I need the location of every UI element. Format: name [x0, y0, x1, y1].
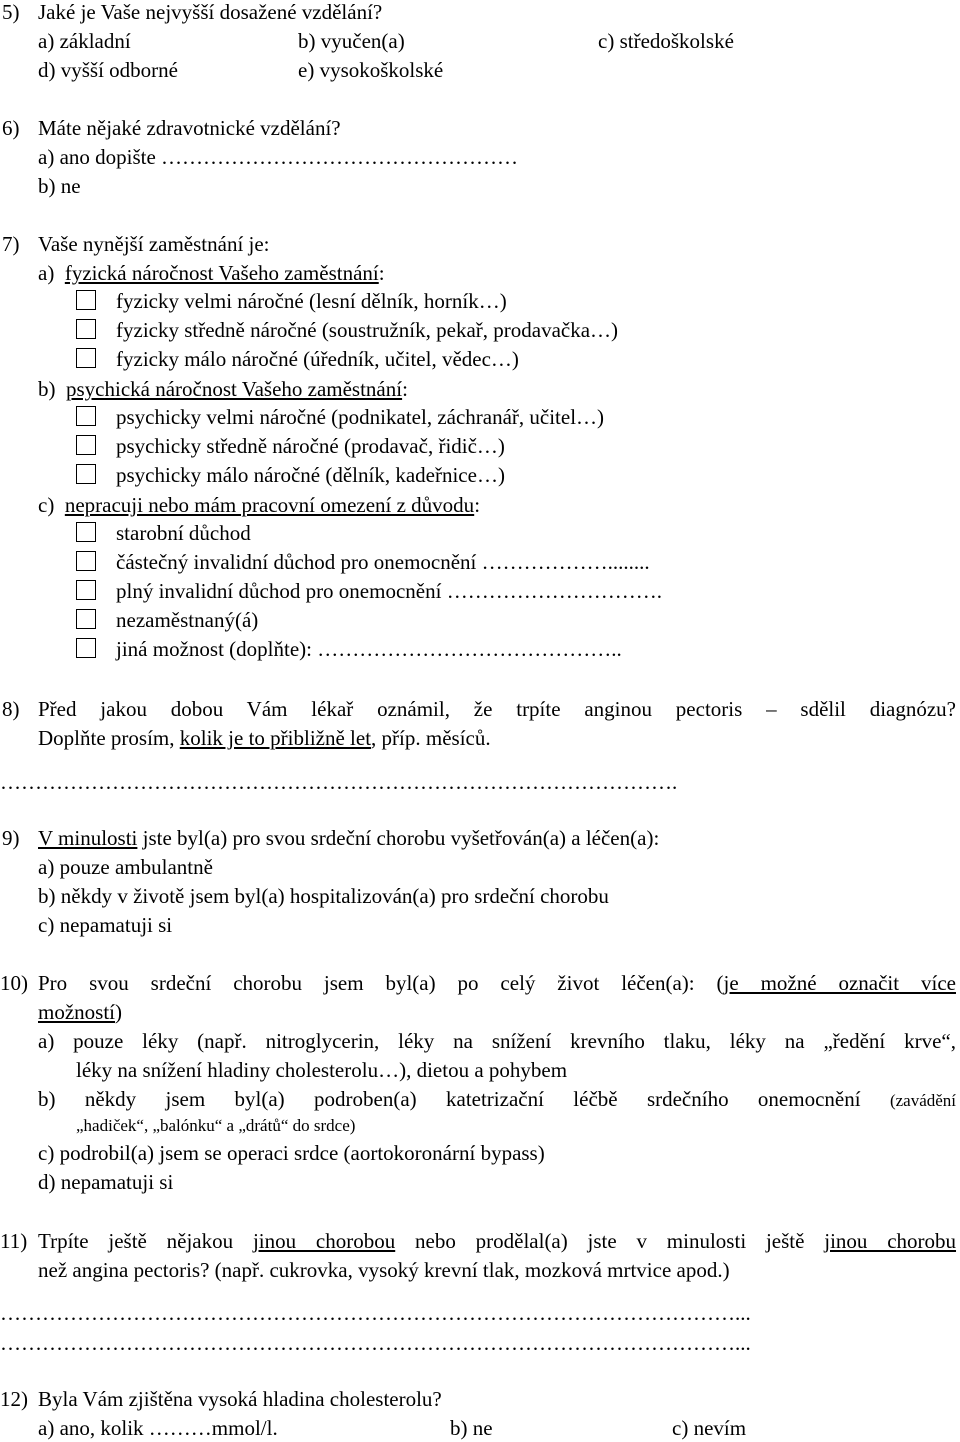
q8-line-2-pre: Doplňte prosím, — [38, 726, 180, 750]
q10-line-2 — [38, 1000, 122, 1024]
q10-option-b-small: (zavádění — [889, 1091, 957, 1110]
checkbox-physical-low[interactable] — [76, 348, 96, 368]
q7-a-label: a) — [38, 261, 55, 285]
checkbox-other[interactable] — [76, 638, 96, 658]
q8-line-2 — [38, 726, 491, 750]
q10-line-2-post: ) — [115, 1000, 122, 1024]
q9-text — [38, 826, 659, 850]
q5-text: Jaké je Vaše nejvyšší dosažené vzdělání? — [38, 0, 383, 24]
q7-a-option-1: fyzicky velmi náročné (lesní dělník, horník…) — [116, 289, 507, 313]
q5-option-b: b) vyučen(a) — [298, 29, 405, 53]
q7-a-option-2: fyzicky středně náročné (soustružník, pekař, prodavačka…) — [116, 318, 619, 342]
q7-c-option-2: částečný invalidní důchod pro onemocnění ………………........ — [116, 550, 650, 574]
q6-text: Máte nějaké zdravotnické vzdělání? — [38, 116, 341, 140]
q7-text: Vaše nynější zaměstnání je: — [38, 232, 270, 256]
q5-option-d: d) vyšší odborné — [38, 58, 178, 82]
q7-b-option-1: psychicky velmi náročné (podnikatel, záchranář, učitel…) — [116, 405, 605, 429]
q10-option-d: d) nepamatuji si — [38, 1170, 174, 1194]
q7-b-option-3: psychicky málo náročné (dělník, kadeřnice…) — [116, 463, 505, 487]
q7-b-option-2: psychicky středně náročné (prodavač, řidič…) — [116, 434, 505, 458]
q8-line-1: Před jakou dobou Vám lékař oznámil, že trpíte anginou pectoris – sdělil diagnózu? — [38, 697, 956, 721]
checkbox-psych-low[interactable] — [76, 464, 96, 484]
q6-option-a: a) ano dopište …………………………………………… — [38, 145, 519, 169]
q7-c-option-3: plný invalidní důchod pro onemocnění …………………………. — [116, 579, 662, 603]
q11-underlined-2: jinou chorobu — [824, 1229, 957, 1253]
q10-option-b-line-2: „hadiček“, „balónku“ a „drátů“ do srdce) — [76, 1116, 356, 1135]
q10-option-c: c) podrobil(a) jsem se operaci srdce (aortokoronární bypass) — [38, 1141, 545, 1165]
q11-number: 11) — [0, 1229, 28, 1253]
q12-option-a: a) ano, kolik ………mmol/l. — [38, 1416, 278, 1440]
q5-option-e: e) vysokoškolské — [298, 58, 444, 82]
q10-option-a-line-2: léky na snížení hladiny cholesterolu…), dietou a pohybem — [76, 1058, 568, 1082]
q10-line-2-underlined: možností — [38, 1000, 115, 1024]
q12-number: 12) — [0, 1387, 28, 1411]
q7-number: 7) — [2, 232, 20, 256]
q7-a-heading: fyzická náročnost Vašeho zaměstnání — [64, 261, 379, 285]
q10-option-b-line-1 — [38, 1087, 956, 1113]
q6-number: 6) — [2, 116, 20, 140]
q9-option-b: b) někdy v životě jsem byl(a) hospitalizován(a) pro srdeční chorobu — [38, 884, 609, 908]
checkbox-psych-medium[interactable] — [76, 435, 96, 455]
checkbox-physical-very[interactable] — [76, 290, 96, 310]
q11-line-2: než angina pectoris? (např. cukrovka, vysoký krevní tlak, mozková mrtvice apod.) — [38, 1258, 730, 1282]
q7-section-b — [38, 377, 408, 401]
checkbox-unemployed[interactable] — [76, 609, 96, 629]
q11-answer-dots-1[interactable]: ……………………………………………………………………………………………... — [0, 1301, 751, 1325]
q7-b-heading: psychická náročnost Vašeho zaměstnání — [66, 377, 403, 401]
q11-underlined-1: jinou chorobou — [252, 1229, 396, 1253]
q8-line-2-underlined: kolik je to přibližně let — [179, 726, 372, 750]
q8-answer-dots[interactable]: ……………………………………………………………………………………. — [0, 770, 678, 794]
q9-number: 9) — [2, 826, 20, 850]
q7-c-label: c) — [38, 493, 55, 517]
q8-line-2-post: , příp. měsíců. — [371, 726, 491, 750]
q9-option-a: a) pouze ambulantně — [38, 855, 213, 879]
q9-option-c: c) nepamatuji si — [38, 913, 173, 937]
checkbox-physical-medium[interactable] — [76, 319, 96, 339]
q7-b-colon: : — [402, 377, 408, 401]
q10-line-1-pre: Pro svou srdeční chorobu jsem byl(a) po celý život léčen(a): ( — [38, 971, 724, 995]
q7-b-label: b) — [38, 377, 56, 401]
checkbox-partial-disability[interactable] — [76, 551, 96, 571]
q7-a-option-3: fyzicky málo náročné (úředník, učitel, vědec…) — [116, 347, 519, 371]
checkbox-full-disability[interactable] — [76, 580, 96, 600]
q7-section-c — [38, 493, 480, 517]
q10-option-a-line-1: a) pouze léky (např. nitroglycerin, léky na snížení krevního tlaku, léky na „ředění krve“, — [38, 1029, 956, 1053]
checkbox-retirement[interactable] — [76, 522, 96, 542]
q7-section-a — [38, 261, 385, 285]
q7-c-colon: : — [474, 493, 481, 517]
q9-underlined: V minulosti — [38, 826, 138, 850]
q10-line-1-underlined: je možné označit více — [723, 971, 956, 995]
q7-c-heading: nepracuji nebo mám pracovní omezení z důvodu — [64, 493, 475, 517]
q7-c-option-5: jiná možnost (doplňte): …………………………………….. — [116, 637, 622, 661]
q11-line-1 — [38, 1229, 956, 1253]
q11-answer-dots-2[interactable]: ……………………………………………………………………………………………... — [0, 1331, 751, 1355]
q10-number: 10) — [0, 971, 28, 995]
q6-option-b: b) ne — [38, 174, 81, 198]
q12-option-b: b) ne — [450, 1416, 493, 1440]
q12-option-c: c) nevím — [672, 1416, 747, 1440]
q11-line-1-mid: nebo prodělal(a) jste v minulosti ještě — [395, 1229, 825, 1253]
checkbox-psych-very[interactable] — [76, 406, 96, 426]
q7-a-colon: : — [378, 261, 385, 285]
q5-option-a: a) základní — [38, 29, 131, 53]
q11-line-1-pre: Trpíte ještě nějakou — [38, 1229, 253, 1253]
q8-number: 8) — [2, 697, 20, 721]
q12-text: Byla Vám zjištěna vysoká hladina cholesterolu? — [38, 1387, 442, 1411]
q7-c-option-4: nezaměstnaný(á) — [116, 608, 259, 632]
q7-c-option-1: starobní důchod — [116, 521, 251, 545]
q5-number: 5) — [2, 0, 20, 24]
q9-rest: jste byl(a) pro svou srdeční chorobu vyšetřován(a) a léčen(a): — [137, 826, 660, 850]
q10-option-b-main: b) někdy jsem byl(a) podroben(a) katetrizační léčbě srdečního onemocnění — [38, 1087, 861, 1111]
q5-option-c: c) středoškolské — [598, 29, 734, 53]
q10-line-1 — [38, 971, 956, 995]
